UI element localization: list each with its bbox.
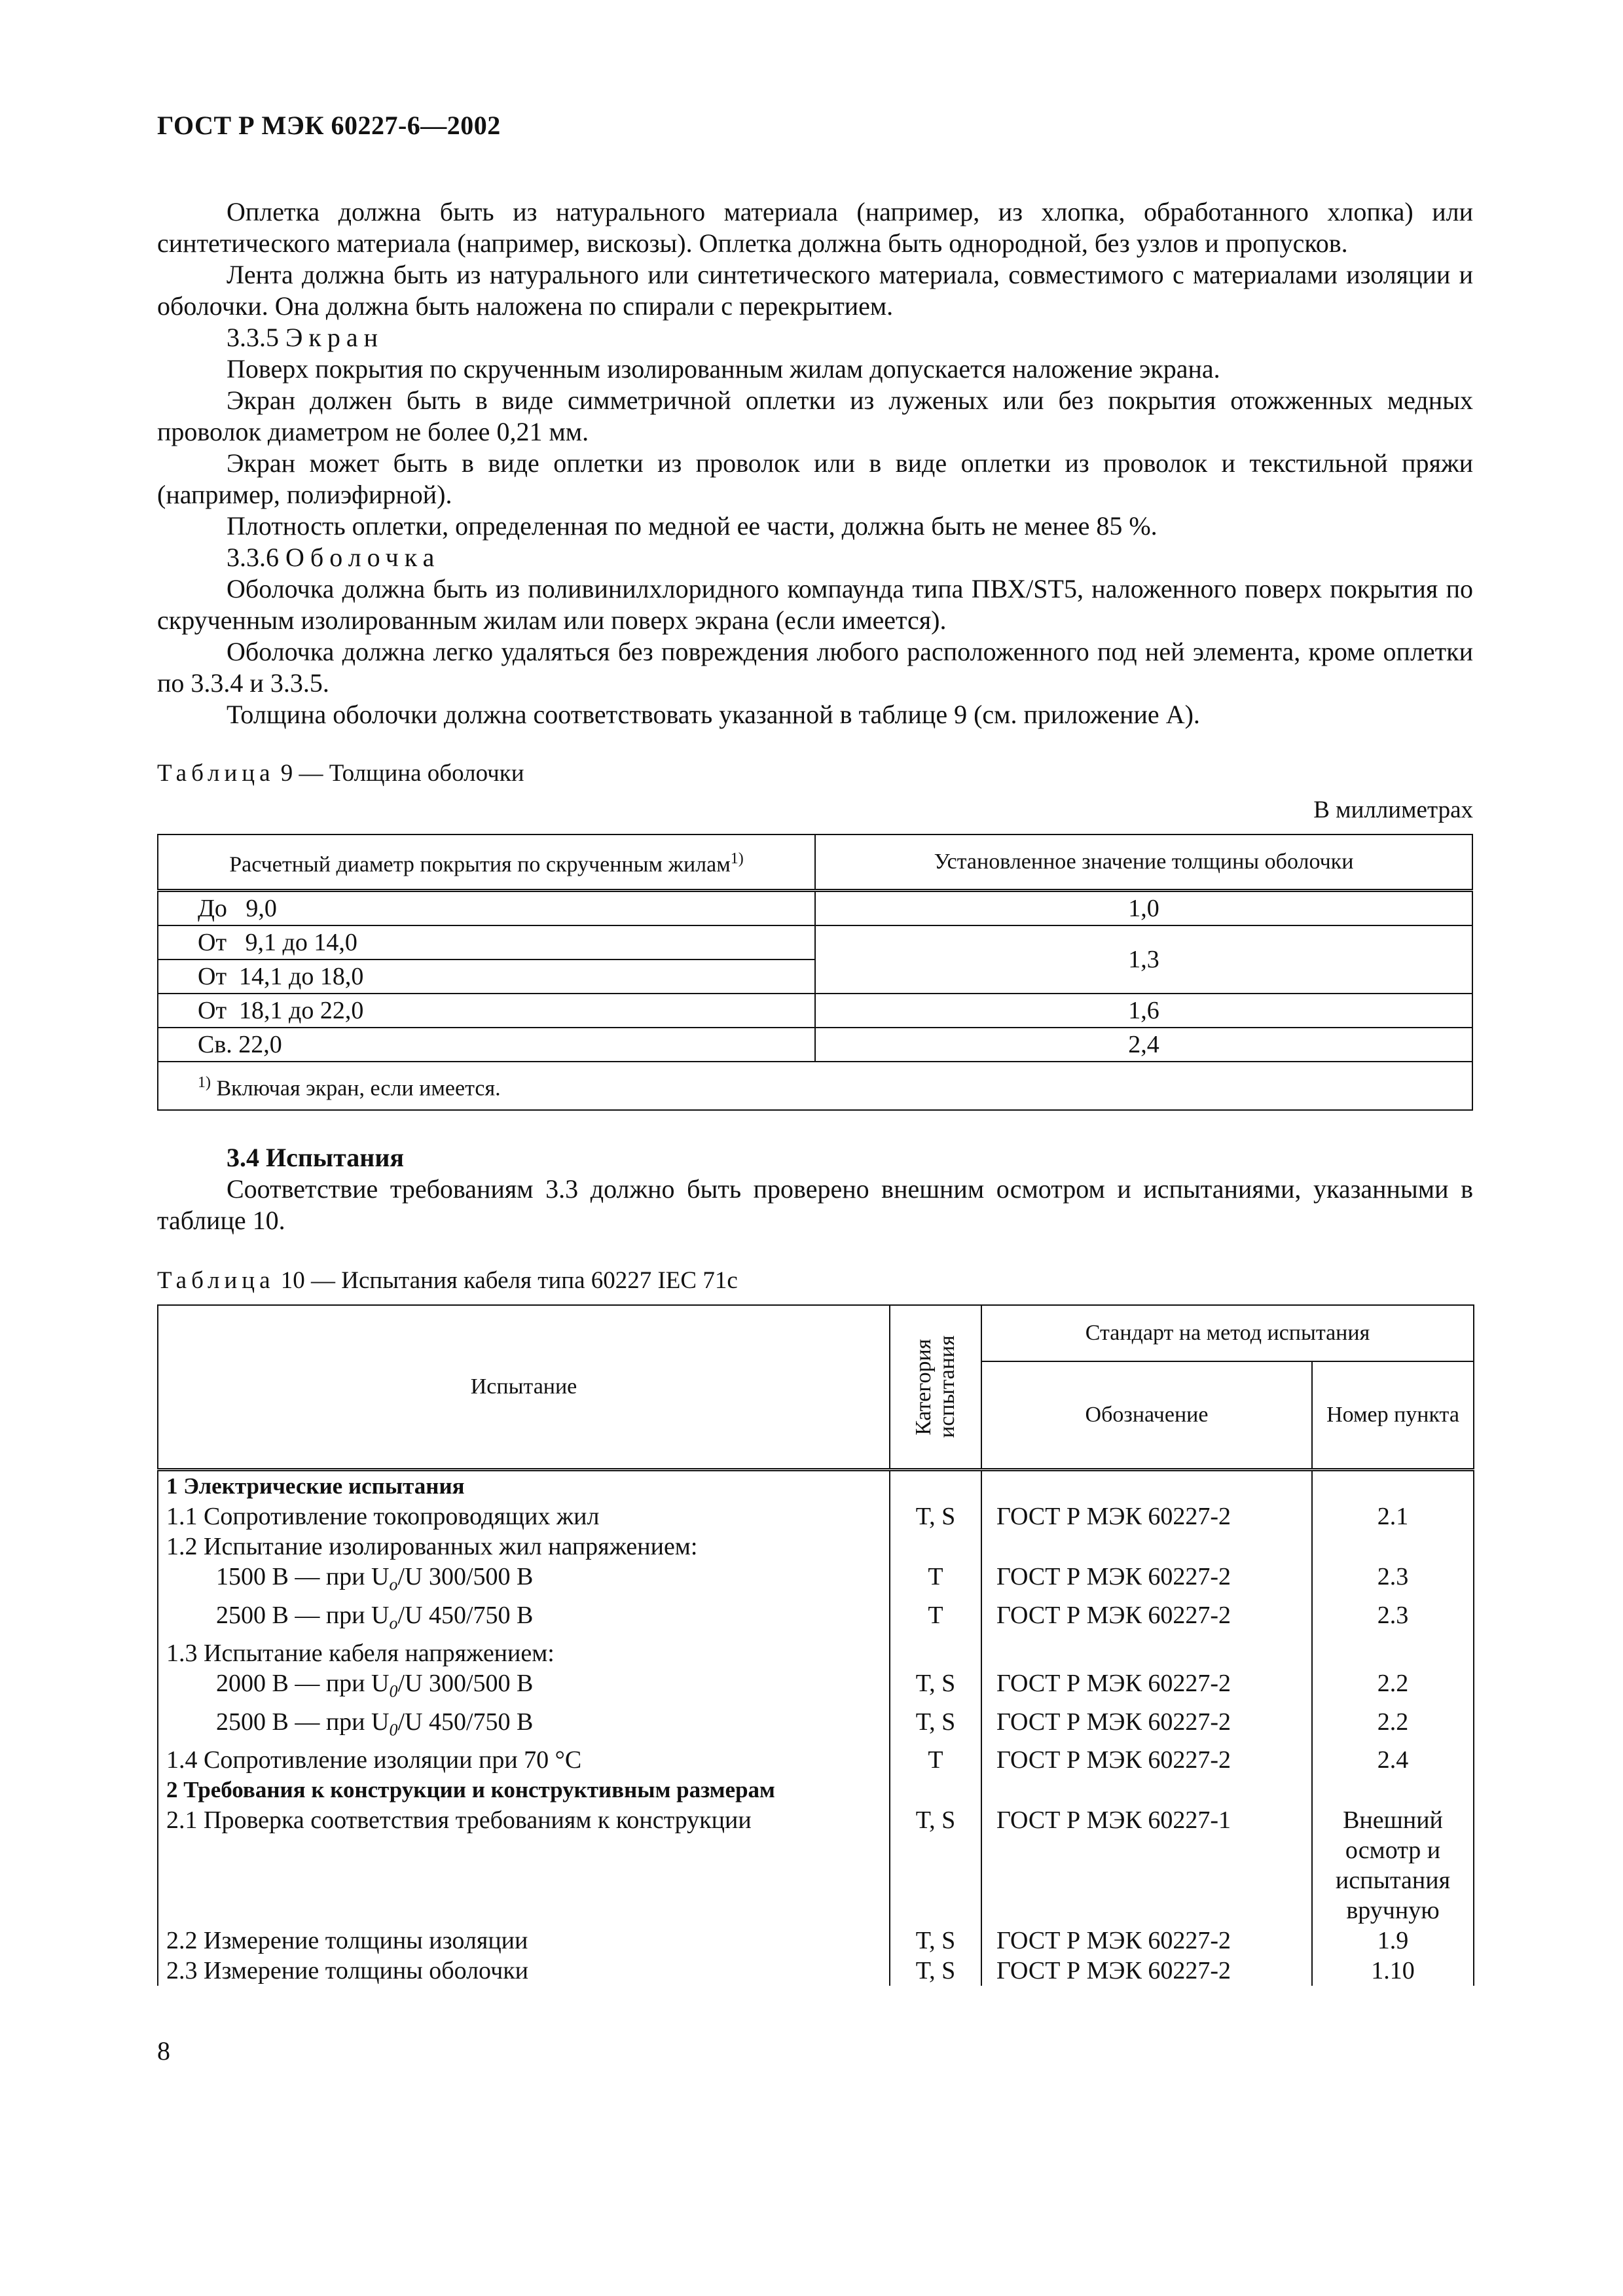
test-category: T [890,1562,981,1600]
test-standard: ГОСТ Р МЭК 60227-2 [981,1668,1312,1707]
paragraph-sheath-3: Толщина оболочки должна соответствовать указанной в таблице 9 (см. приложение А). [227,700,1200,729]
test-category: T [890,1600,981,1639]
document-header: ГОСТ Р МЭК 60227-6—2002 [157,111,501,140]
section-3-3-5-heading [157,322,1473,353]
test-name [158,1707,890,1746]
test-standard [981,1532,1312,1562]
table-10-header-clause: Номер пункта [1312,1361,1474,1470]
test-name: 1.4 Сопротивление изоляции при 70 °С [158,1745,890,1775]
test-voltage: 2500 В — при U [216,1601,390,1629]
test-clause: 2.3 [1312,1600,1474,1639]
table-10 [157,1304,1474,1986]
table-row [158,1775,1474,1805]
table-9-units: В миллиметрах [1313,797,1473,823]
paragraph-screen-3: Экран может быть в виде оплетки из проволок или в виде оплетки из проволок и текстильной пряжи (например, полиэфирной). [157,448,1473,509]
table-row-range: От 18,1 до 22,0 [158,994,815,1028]
section-3-4-heading: 3.4 Испытания [227,1143,405,1172]
table-row [158,1956,1474,1986]
section-3-3-6-heading [157,542,1473,573]
test-standard: ГОСТ Р МЭК 60227-2 [981,1745,1312,1775]
test-voltage: 2000 В — при U [216,1670,390,1698]
section-title: Оболочка [285,543,441,572]
test-name [158,1562,890,1600]
subscript: o [389,1575,398,1594]
test-category: T [890,1745,981,1775]
test-standard: ГОСТ Р МЭК 60227-2 [981,1600,1312,1639]
test-standard: ГОСТ Р МЭК 60227-2 [981,1956,1312,1986]
test-category: T, S [890,1668,981,1707]
main-content [157,196,1473,1986]
test-name: 1.3 Испытание кабеля напряжением: [158,1638,890,1668]
test-category: T, S [890,1926,981,1956]
table-10-header-test: Испытание [158,1305,890,1470]
table-row [158,1532,1474,1562]
test-category: T, S [890,1707,981,1746]
table-10-body [158,1470,1474,1986]
section-title: Экран [285,323,384,352]
table-row-range: До 9,0 [158,891,815,926]
subscript: 0 [389,1681,398,1701]
table-row-range: Св. 22,0 [158,1028,815,1062]
test-voltage-tail: /U 300/500 В [397,1670,534,1698]
paragraph-sheath-1: Оболочка должна быть из поливинилхлоридного компаунда типа ПВХ/ST5, наложенного поверх покрытия по скрученным изолированным жилам или поверх экрана (если имеется). [157,574,1473,635]
paragraph-braid: Оплетка должна быть из натурального материала (например, из хлопка, обработанного хлопка) или синтетического материала (например, вискозы). Оплетка должна быть однородной, без узлов и пропусков. [157,197,1473,258]
subscript: 0 [389,1720,398,1740]
test-voltage-tail: /U 450/750 В [397,1601,534,1629]
footnote-mark: 1) [198,1074,211,1092]
test-category [890,1470,981,1502]
test-category [890,1532,981,1562]
test-category [890,1775,981,1805]
table-row [158,1638,1474,1668]
test-standard: ГОСТ Р МЭК 60227-1 [981,1805,1312,1926]
test-clause: 1.10 [1312,1956,1474,1986]
table-9-header-thickness: Установленное значение толщины оболочки [815,834,1472,891]
table-row-value: 1,3 [815,925,1472,994]
test-clause [1312,1532,1474,1562]
test-standard [981,1470,1312,1502]
test-standard: ГОСТ Р МЭК 60227-2 [981,1926,1312,1956]
paragraph-screen-4: Плотность оплетки, определенная по медной ее части, должна быть не менее 85 %. [227,511,1158,541]
test-name: 2.1 Проверка соответствия требованиям к конструкции [158,1805,890,1926]
test-name [158,1600,890,1639]
table-10-header-category [890,1305,981,1470]
table-row [158,1745,1474,1775]
paragraph-tape: Лента должна быть из натурального или синтетического материала, совместимого с материалами изоляции и оболочки. Она должна быть наложена по спирали с перекрытием. [157,260,1473,321]
paragraph-screen-1: Поверх покрытия по скрученным изолированным жилам допускается наложение экрана. [227,354,1220,384]
test-clause: 2.2 [1312,1668,1474,1707]
test-clause: 2.3 [1312,1562,1474,1600]
test-clause: 2.1 [1312,1501,1474,1532]
section-number: 3.3.6 [227,543,279,572]
test-clause: Внешний осмотр и испытания вручную [1312,1805,1474,1926]
test-name: 1 Электрические испытания [158,1470,890,1502]
test-name [158,1668,890,1707]
test-voltage-tail: /U 300/500 В [397,1563,534,1590]
test-clause: 1.9 [1312,1926,1474,1956]
test-voltage: 2500 В — при U [216,1708,390,1736]
test-name: 2.2 Измерение толщины изоляции [158,1926,890,1956]
caption-label: Таблица [157,760,275,787]
table-row [158,1562,1474,1600]
test-standard [981,1638,1312,1668]
caption-text: 9 — Толщина оболочки [280,760,524,787]
test-standard: ГОСТ Р МЭК 60227-2 [981,1501,1312,1532]
table-row [158,1600,1474,1639]
test-name: 1.2 Испытание изолированных жил напряжением: [158,1532,890,1562]
test-clause [1312,1470,1474,1502]
table-row [158,1805,1474,1926]
test-category [890,1638,981,1668]
table-row [158,1926,1474,1956]
test-voltage: 1500 В — при U [216,1563,390,1590]
footnote-ref: 1) [730,850,744,868]
table-row [158,1668,1474,1707]
paragraph-sheath-2: Оболочка должна легко удаляться без повреждения любого расположенного под ней элемента, кроме оплетки по 3.3.4 и 3.3.5. [157,637,1473,698]
table-row [158,1501,1474,1532]
test-category: T, S [890,1501,981,1532]
test-category: T, S [890,1956,981,1986]
page-number: 8 [157,2036,170,2066]
table-row-range: От 9,1 до 14,0 [158,925,815,960]
test-clause [1312,1638,1474,1668]
header-text: Категория испытания [911,1335,959,1439]
test-standard: ГОСТ Р МЭК 60227-2 [981,1562,1312,1600]
table-9 [157,834,1473,1111]
test-name: 2 Требования к конструкции и конструктивным размерам [158,1775,890,1805]
table-row-value: 1,6 [815,994,1472,1028]
test-name: 2.3 Измерение толщины оболочки [158,1956,890,1986]
footnote-text: Включая экран, если имеется. [216,1076,501,1101]
table-9-header-diameter [158,834,815,891]
table-10-header-designation: Обозначение [981,1361,1312,1470]
caption-label: Таблица [157,1267,275,1294]
test-standard: ГОСТ Р МЭК 60227-2 [981,1707,1312,1746]
table-row [158,1470,1474,1502]
table-10-header-standard: Стандарт на метод испытания [981,1305,1474,1361]
test-name: 1.1 Сопротивление токопроводящих жил [158,1501,890,1532]
section-number: 3.3.5 [227,323,279,352]
table-row-range: От 14,1 до 18,0 [158,960,815,994]
table-row-value: 1,0 [815,891,1472,926]
header-text: Расчетный диаметр покрытия по скрученным жилам [229,852,731,877]
paragraph-tests: Соответствие требованиям 3.3 должно быть проверено внешним осмотром и испытаниями, указанными в таблице 10. [157,1174,1473,1235]
subscript: o [389,1613,398,1633]
test-standard [981,1775,1312,1805]
table-10-caption [157,1265,1473,1297]
table-row [158,1707,1474,1746]
test-category: T, S [890,1805,981,1926]
test-clause [1312,1775,1474,1805]
caption-text: 10 — Испытания кабеля типа 60227 IEC 71c [280,1267,738,1294]
table-9-caption [157,758,1473,789]
table-9-footnote [158,1062,1472,1110]
test-clause: 2.4 [1312,1745,1474,1775]
table-row-value: 2,4 [815,1028,1472,1062]
test-clause: 2.2 [1312,1707,1474,1746]
paragraph-screen-2: Экран должен быть в виде симметричной оплетки из луженых или без покрытия отожженных медных проволок диаметром не более 0,21 мм. [157,386,1473,446]
test-voltage-tail: /U 450/750 В [397,1708,534,1736]
